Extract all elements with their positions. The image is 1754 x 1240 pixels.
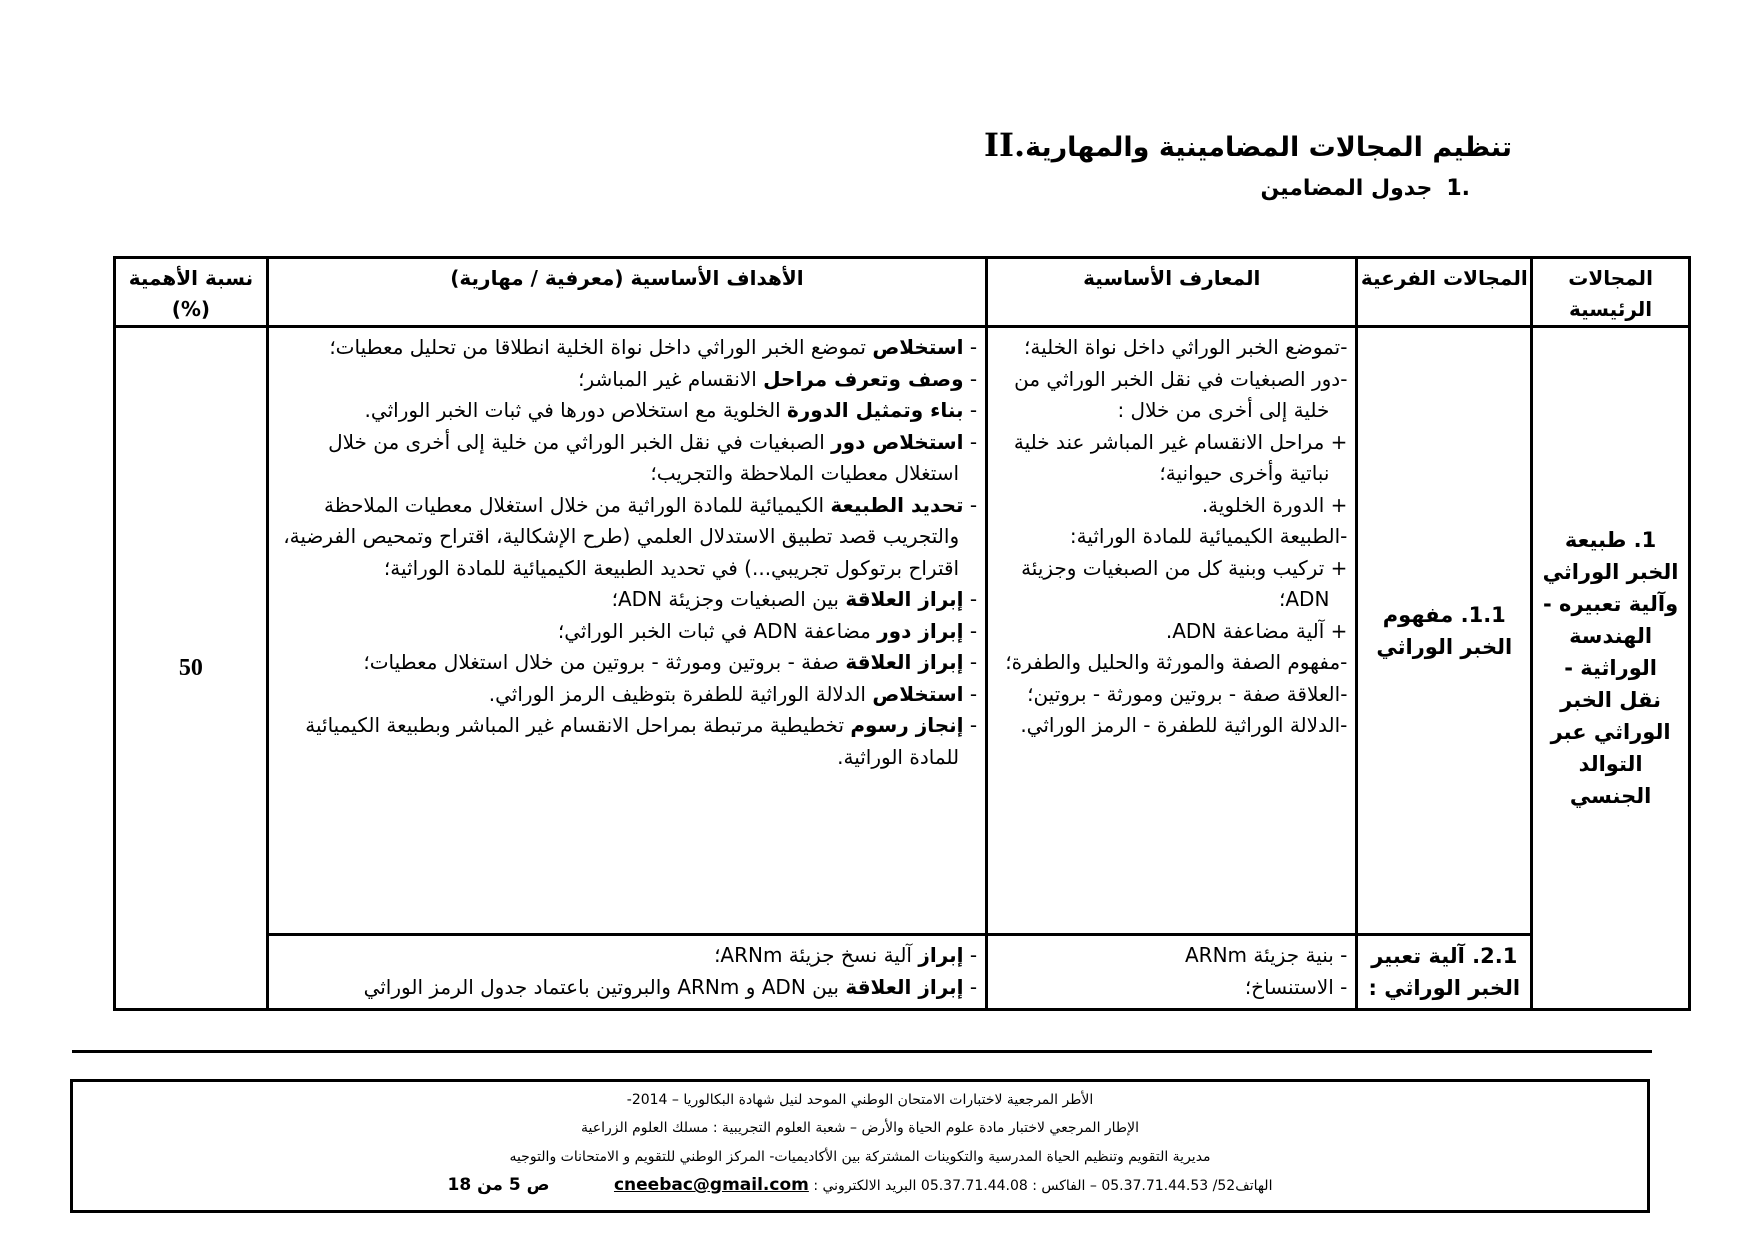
list-item: -العلاقة صفة - بروتين ومورثة - بروتين؛ [1027, 681, 1348, 706]
subsection-title: جدول المضامين [1260, 176, 1433, 201]
list-item: + الدورة الخلوية. [1201, 492, 1348, 517]
header-sub-domains: المجالات الفرعية [1357, 258, 1532, 327]
list-item: -مفهوم الصفة والمورثة والحليل والطفرة؛ [1005, 650, 1348, 674]
list-item: - بناء وتمثيل الدورة الخلوية مع استخلاص دورها في ثبات الخبر الوراثي. [364, 398, 978, 422]
table-row [115, 935, 1690, 1010]
knowledge-list [996, 940, 1347, 1003]
list-item: - استخلاص دور الصبغيات في نقل الخبر الوراثي من خلية إلى أخرى من خلال استغلال معطيات الملاحظة والتجريب؛ [328, 429, 978, 485]
footer-box [70, 1079, 1650, 1213]
section-heading [974, 126, 1512, 164]
main-domain-cell [1532, 327, 1690, 1010]
list-item: - إبراز دور مضاعفة ADN في ثبات الخبر الوراثي؛ [557, 618, 978, 643]
list-item: -دور الصبغيات في نقل الخبر الوراثي من خلية إلى أخرى من خلال : [1014, 366, 1348, 422]
subsection-number: .1 [1446, 176, 1470, 201]
list-item: - إبراز العلاقة بين ADN و ARNm والبروتين باعتماد جدول الرمز الوراثي [363, 974, 978, 999]
knowledge-list [996, 332, 1347, 742]
list-item: - إبراز العلاقة صفة - بروتين ومورثة - بروتين من خلال استغلال معطيات؛ [363, 650, 978, 674]
footer-contact-line [73, 1175, 1647, 1195]
objectives-list [277, 332, 977, 773]
objectives-cell [267, 935, 986, 1010]
section-title: تنظيم المجالات المضامينية والمهارية [1025, 132, 1512, 163]
header-importance: نسبة الأهمية (%) [115, 258, 268, 327]
header-knowledge: المعارف الأساسية [987, 258, 1357, 327]
header-objectives: الأهداف الأساسية (معرفية / مهارية) [267, 258, 986, 327]
list-item: - وصف وتعرف مراحل الانقسام غير المباشر؛ [578, 366, 978, 391]
footer-email-link[interactable]: cneebac@gmail.com [613, 1175, 809, 1195]
footer-line-1: الأطر المرجعية لاختبارات الامتحان الوطني الموحد لنيل شهادة البكالوريا – 2014- [626, 1092, 1094, 1108]
list-item: - إبراز آلية نسخ جزيئة ARNm؛ [714, 943, 978, 967]
knowledge-cell [987, 935, 1357, 1010]
footer-line-3: مديرية التقويم وتنظيم الحياة المدرسية والتكوينات المشتركة بين الأكاديميات- المركز الوطني للتقويم و الامتحانات والتوجيه [509, 1149, 1211, 1165]
footer-divider [72, 1050, 1652, 1053]
section-number: II. [984, 126, 1026, 164]
importance-value: 50 [178, 654, 203, 681]
table-row [115, 327, 1690, 935]
list-item: - استخلاص تموضع الخبر الوراثي داخل نواة الخلية انطلاقا من تحليل معطيات؛ [329, 335, 978, 359]
list-item: - إبراز العلاقة بين الصبغيات وجزيئة ADN؛ [611, 587, 978, 611]
sub-domain-text: 2.1. آلية تعبير الخبر الوراثي : [1368, 944, 1521, 1000]
objectives-list [277, 940, 977, 1003]
subsection-heading [1260, 176, 1470, 201]
objectives-cell [267, 327, 986, 935]
importance-cell [115, 327, 268, 1010]
table-header-row [115, 258, 1690, 327]
sub-domain-cell [1357, 327, 1532, 935]
list-item: - تحديد الطبيعة الكيميائية للمادة الوراثية من خلال استغلال معطيات الملاحظة والتجريب قصد تطبيق الاستدلال العلمي (طرح الإشكالية، اقتراح وتمحيص الفرضية، اقتراح برتوكول تجريبي...) في تحديد الطبيعة الكيميائية للمادة الوراثية؛ [283, 492, 978, 580]
footer-contact: الهاتف52/ 05.37.71.44.53 – الفاكس : 05.37.71.44.08 البريد الالكتروني : [813, 1178, 1273, 1194]
main-domain-text: 1. طبيعة الخبر الوراثي وآلية تعبيره - الهندسة الوراثية - نقل الخبر الوراثي عبر التوالد الجنسي [1542, 528, 1679, 808]
list-item: -الطبيعة الكيميائية للمادة الوراثية: [1069, 524, 1348, 548]
list-item: - استخلاص الدلالة الوراثية للطفرة بتوظيف الرمز الوراثي. [488, 681, 978, 706]
list-item: -الدلالة الوراثية للطفرة - الرمز الوراثي. [1020, 713, 1348, 737]
list-item: -تموضع الخبر الوراثي داخل نواة الخلية؛ [1024, 335, 1348, 359]
list-item: + مراحل الانقسام غير المباشر عند خلية نباتية وأخرى حيوانية؛ [1013, 429, 1348, 485]
sub-domain-text: 1.1. مفهوم الخبر الوراثي [1376, 602, 1513, 659]
list-item: + آلية مضاعفة ADN. [1165, 618, 1348, 643]
footer-line-2: الإطار المرجعي لاختبار مادة علوم الحياة والأرض – شعبة العلوم التجريبية : مسلك العلوم الزراعية [581, 1120, 1139, 1136]
list-item: + تركيب وبنية كل من الصبغيات وجزيئة ADN؛ [1021, 555, 1348, 611]
list-item: - بنية جزيئة ARNm [1185, 943, 1348, 967]
content-table [113, 256, 1691, 1011]
header-main-domains: المجالات الرئيسية [1532, 258, 1690, 327]
sub-domain-cell [1357, 935, 1532, 1010]
page-number: ص 5 من 18 [447, 1175, 550, 1195]
knowledge-cell [987, 327, 1357, 935]
list-item: - الاستنساخ؛ [1244, 974, 1348, 999]
list-item: - إنجاز رسوم تخطيطية مرتبطة بمراحل الانقسام غير المباشر وبطبيعة الكيميائية للمادة الوراثية. [305, 713, 978, 769]
